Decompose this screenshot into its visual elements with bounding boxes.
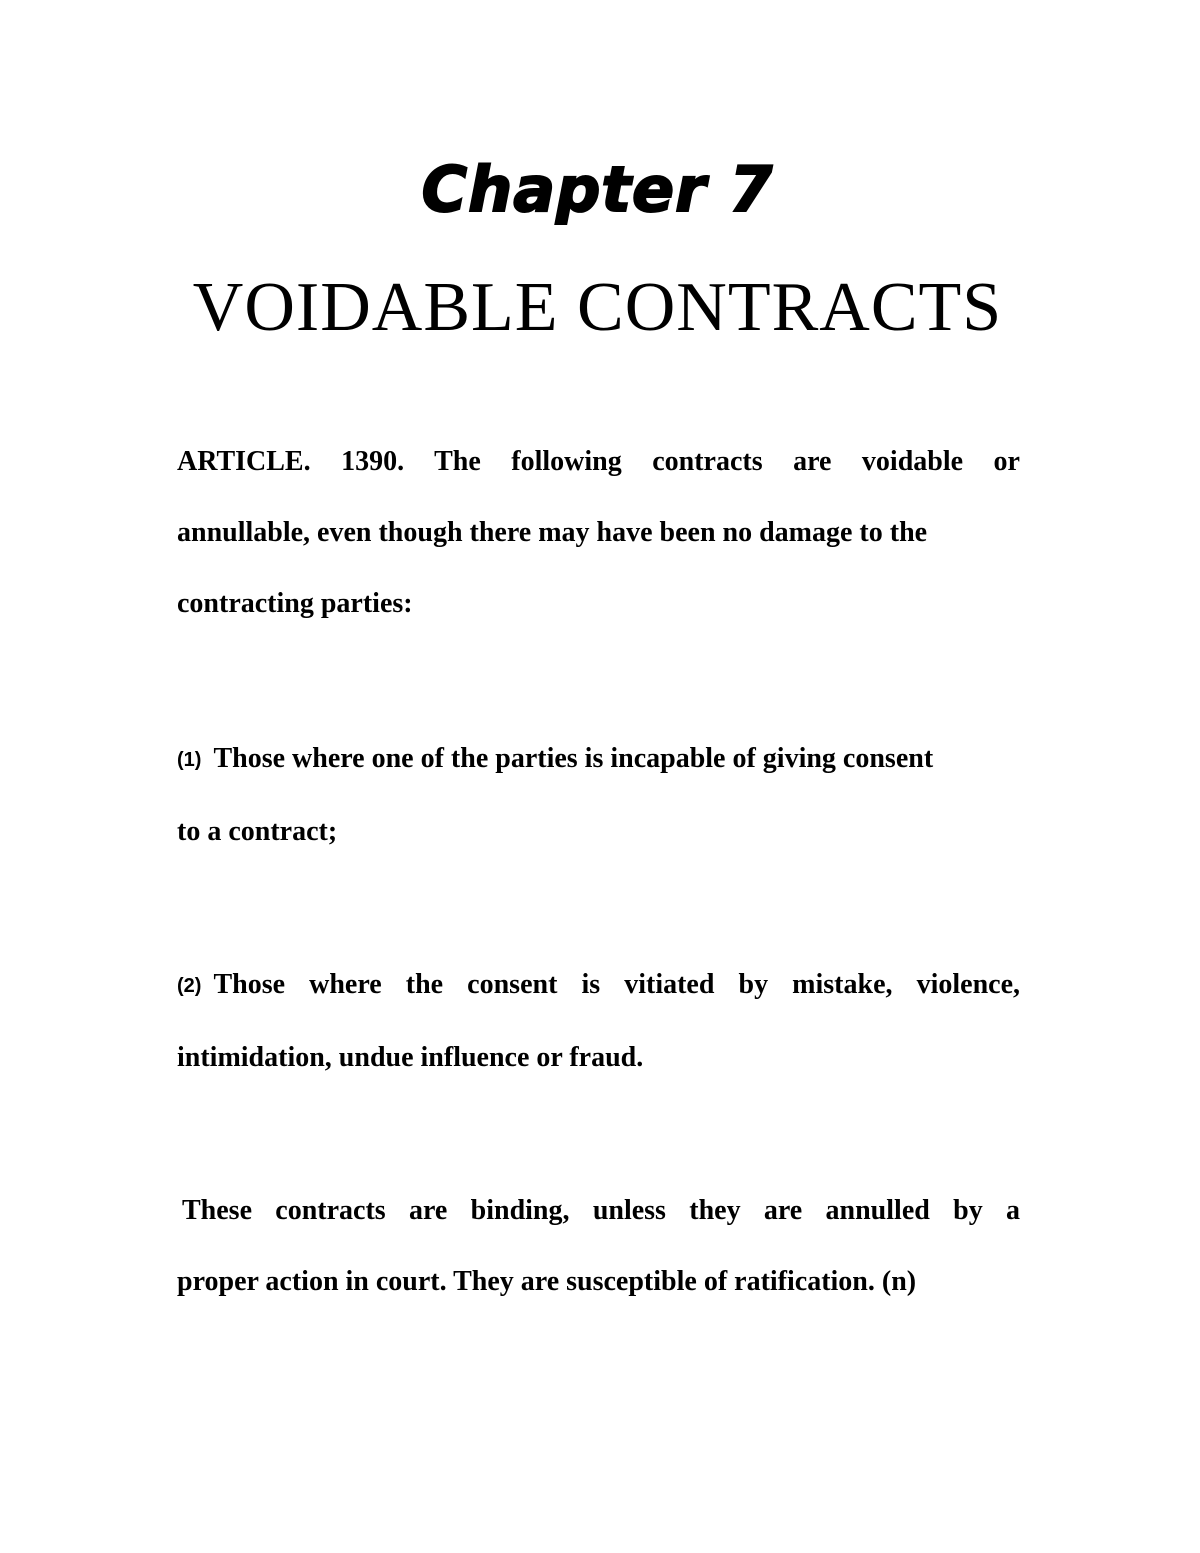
list-item	[177, 723, 1020, 867]
chapter-title: VOIDABLE CONTRACTS	[192, 269, 1003, 346]
article-line-3: contracting parties:	[177, 588, 413, 619]
list-item-number: (1)	[177, 749, 202, 771]
chapter-label: Chapter 7	[421, 153, 774, 226]
list-item-line-1	[177, 949, 1020, 1022]
article-line-1: ARTICLE. 1390. The following contracts are voidable or	[177, 446, 1020, 477]
list-item-line-2: intimidation, undue influence or fraud.	[177, 1042, 644, 1073]
list-item	[177, 949, 1020, 1093]
list-item-text: Those where the consent is vitiated by mistake, violence,	[213, 969, 1020, 1000]
list-item-text: Those where one of the parties is incapable of giving consent	[213, 743, 934, 774]
closing-line-2: proper action in court. They are susceptible of ratification. (n)	[177, 1266, 917, 1297]
list-item-line-1	[177, 723, 1020, 796]
list-item-line-2: to a contract;	[177, 816, 338, 847]
list-item-number: (2)	[177, 975, 202, 997]
article-paragraph	[177, 426, 1020, 639]
closing-line-1: These contracts are binding, unless they are annulled by a	[182, 1195, 1020, 1226]
closing-paragraph	[177, 1175, 1020, 1317]
article-line-2: annullable, even though there may have been no damage to the	[177, 517, 928, 548]
